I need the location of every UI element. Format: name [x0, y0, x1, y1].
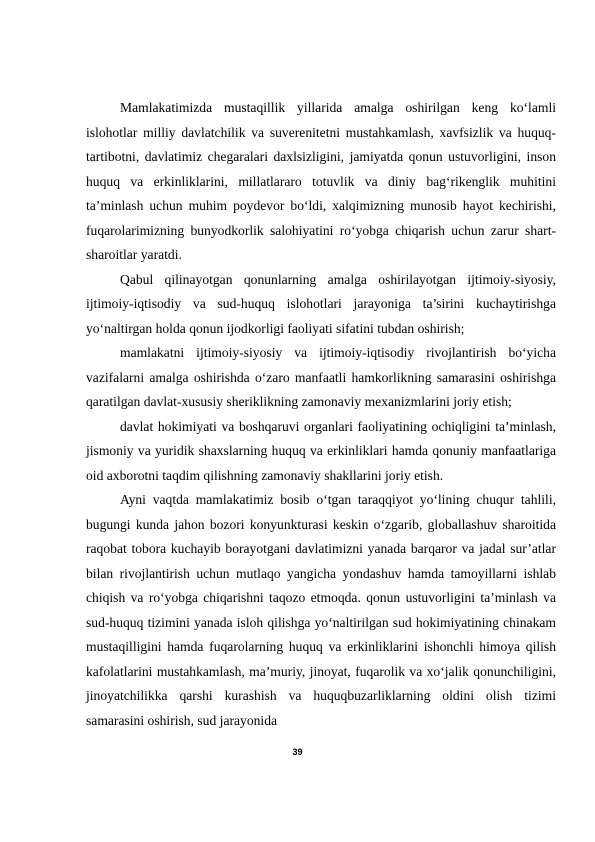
document-body [86, 96, 556, 733]
page-number: 39 [292, 747, 303, 757]
paragraph-public-private-partnership: mamlakatni ijtimoiy-siyosiy va ijtimoiy-iqtisodiy rivojlantirish bo‘yicha vazifalarni amalga oshirishda o‘zaro manfaatli hamkorlikning samarasini oshirishga qaratilgan davlat-xususiy sheriklikning zamonaviy mexanizmlarini joriy etish; [86, 345, 556, 409]
paragraph-government-openness: davlat hokimiyati va boshqaruvi organlari faoliyatining ochiqligini ta’minlash, jismoniy va yuridik shaxslarning huquq va erkinliklari hamda qonuniy manfaatlariga oid axborotni taqdim qilishning zamonaviy shakllarini joriy etish. [86, 418, 556, 483]
paragraph-development-analysis: Ayni vaqtda mamlakatimiz bosib o‘tgan taraqqiyot yo‘lining chuqur tahlili, bugungi kunda jahon bozori konyunkturasi keskin o‘zgarib, globallashuv sharoitida raqobat tobora kuchayib borayotgani davlatimizni yanada barqaror va jadal sur’atlar bilan rivojlantirish uchun mutlaqo yangicha yondashuv hamda tamoyillarni ishlab chiqish va ro‘yobga chiqarishni taqozo etmoqda. qonun ustuvorligini ta’minlash va sud-huquq tizimini yanada isloh qilishga yo‘naltirilgan sud hokimiyatining chinakam mustaqilligini hamda fuqarolarning huquq va erkinliklarini ishonchli himoya qilish kafolatlarini mustahkamlash, ma’muriy, jinoyat, fuqarolik va xo‘jalik qonunchiligini, jinoyatchilikka qarshi kurashish va huquqbuzarliklarning oldini olish tizimi samarasini oshirish, sud jarayonida [86, 492, 556, 728]
paragraph-lawmaking-quality: Qabul qilinayotgan qonunlarning amalga oshirilayotgan ijtimoiy-siyosiy, ijtimoiy-iqtisodiy va sud-huquq islohotlari jarayoniga ta’sirini kuchaytirishga yo‘naltirgan holda qonun ijodkorligi faoliyati sifatini tubdan oshirish; [86, 271, 556, 336]
paragraph-reforms-intro: Mamlakatimizda mustaqillik yillarida amalga oshirilgan keng ko‘lamli islohotlar milliy davlatchilik va suverenitetni mustahkamlash, xavfsizlik va huquq-tartibotni, davlatimiz chegaralari daxlsizligini, jamiyatda qonun ustuvorligini, inson huquq va erkinliklarini, millatlararo totuvlik va diniy bag‘rikenglik muhitini ta’minlash uchun muhim poydevor bo‘ldi, xalqimizning munosib hayot kechirishi, fuqarolarimizning bunyodkorlik salohiyatini ro‘yobga chiqarish uchun zarur shart-sharoitlar yaratdi. [86, 100, 556, 262]
